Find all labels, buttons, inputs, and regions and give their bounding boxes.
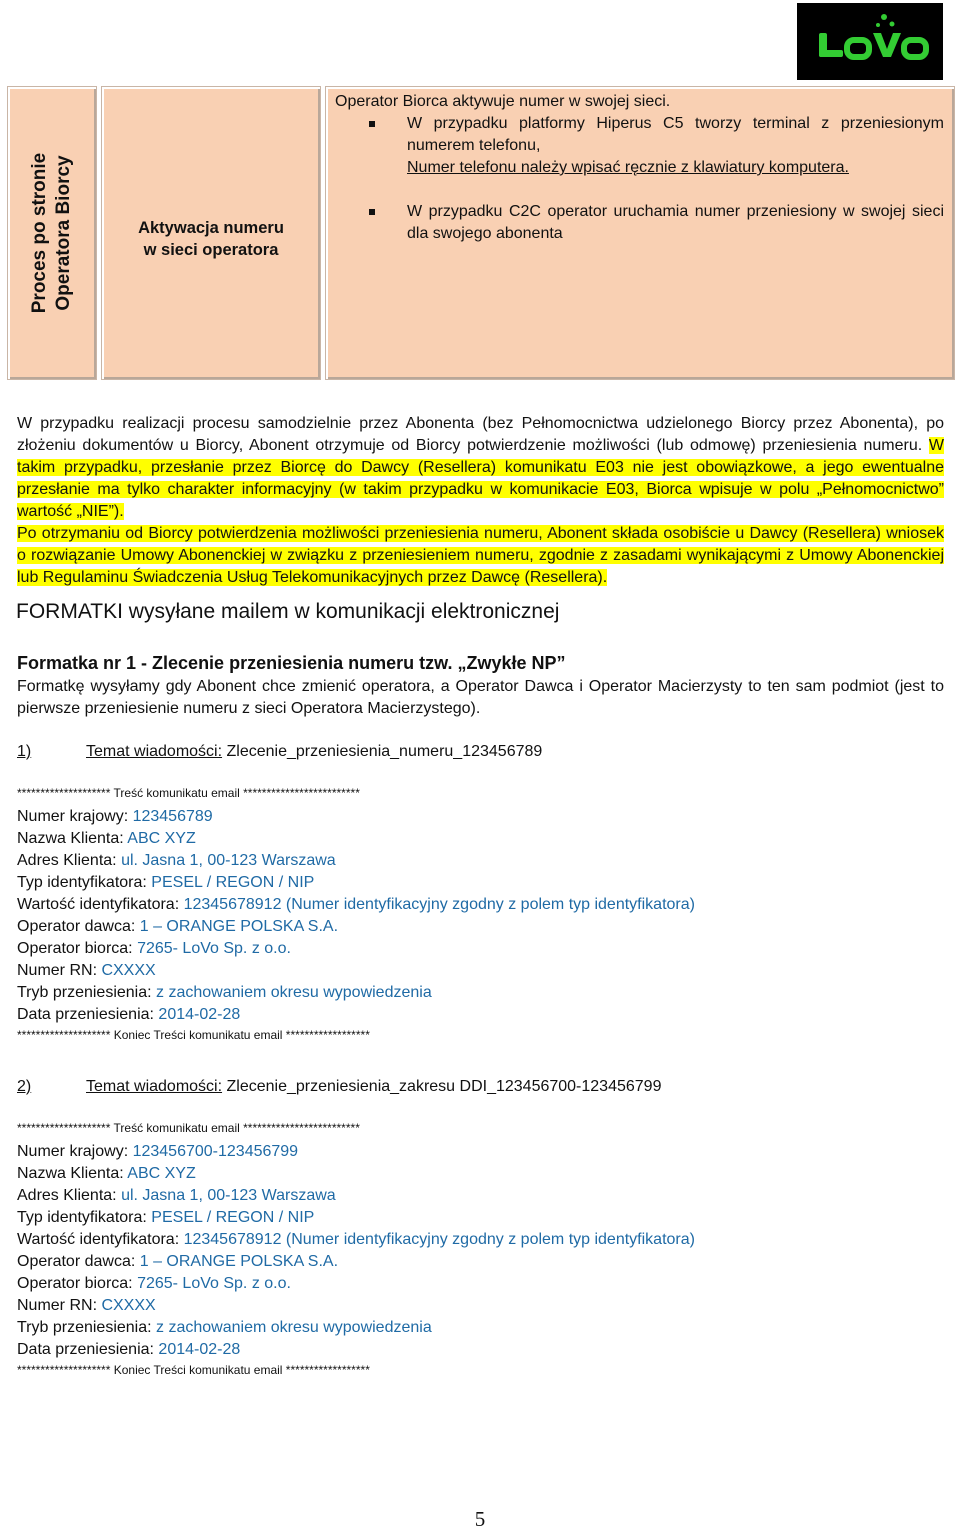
- process-table: [3, 83, 957, 385]
- email-field: [17, 872, 695, 894]
- activation-line1: Aktywacja numeru: [138, 219, 284, 237]
- email-field: [17, 1141, 695, 1163]
- message-subject: [17, 1076, 661, 1098]
- field-label: Nazwa Klienta:: [17, 1165, 128, 1182]
- activation-intro: Operator Biorca aktywuje numer w swojej sieci.: [335, 93, 671, 110]
- field-value: ABC XYZ: [127, 830, 196, 847]
- page-number: 5: [474, 1507, 486, 1529]
- field-label: Typ identyfikatora:: [17, 1209, 152, 1226]
- paragraph-text: W przypadku realizacji procesu samodzielnie przez Abonenta (bez Pełnomocnictwa udzielonego Biorcy przez Abonenta), po złożeniu dokumentów u Biorcy, Abonent otrzymuje od Biorcy potwierdzenie możliwości (lub odmowę) przeniesienia numeru.: [17, 415, 944, 454]
- field-value: 12345678912 (Numer identyfikacyjny zgodny z polem typ identyfikatora): [183, 896, 695, 913]
- formatka-description: Formatkę wysyłamy gdy Abonent chce zmienić operatora, a Operator Dawca i Operator Macierzysty to ten sam podmiot (jest to pierwsze przeniesienie numeru z sieci Operatora Macierzystego).: [17, 678, 944, 717]
- field-label: Data przeniesienia:: [17, 1341, 159, 1358]
- activation-description-cell: [325, 86, 955, 380]
- field-value: CXXXX: [101, 1297, 156, 1314]
- field-label: Nazwa Klienta:: [17, 830, 128, 847]
- field-label: Numer krajowy:: [17, 808, 133, 825]
- email-start-marker: ******************** Treść komunikatu email *************************: [17, 786, 360, 800]
- field-label: Adres Klienta:: [17, 852, 122, 869]
- field-label: Typ identyfikatora:: [17, 874, 152, 891]
- process-side-line2: Operatora Biorcy: [53, 155, 74, 311]
- email-body: [17, 784, 695, 1048]
- field-label: Adres Klienta:: [17, 1187, 122, 1204]
- process-side-cell: [7, 86, 97, 380]
- formatka-title: Formatka nr 1 - Zlecenie przeniesienia numeru tzw. „Zwykłe NP”: [17, 653, 566, 673]
- field-label: Tryb przeniesienia:: [17, 1319, 157, 1336]
- bullet-square-icon: [369, 121, 375, 127]
- field-label: Numer RN:: [17, 962, 102, 979]
- field-value: 7265- LoVo Sp. z o.o.: [137, 1275, 291, 1292]
- bullet-text: W przypadku platformy Hiperus C5 tworzy terminal z przeniesionym numerem telefonu,: [407, 115, 944, 154]
- field-value: CXXXX: [101, 962, 156, 979]
- field-value: z zachowaniem okresu wypowiedzenia: [156, 1319, 432, 1336]
- field-value: z zachowaniem okresu wypowiedzenia: [156, 984, 432, 1001]
- field-label: Operator biorca:: [17, 1275, 138, 1292]
- email-field: [17, 828, 695, 850]
- bullet-note: Numer telefonu należy wpisać ręcznie z klawiatury komputera.: [407, 159, 849, 176]
- field-label: Operator biorca:: [17, 940, 138, 957]
- field-label: Wartość identyfikatora:: [17, 896, 184, 913]
- email-field: [17, 938, 695, 960]
- email-field: [17, 894, 695, 916]
- email-field: [17, 1317, 695, 1339]
- bullet-square-icon: [369, 209, 375, 215]
- email-field: [17, 1229, 695, 1251]
- email-body: [17, 1119, 695, 1383]
- email-field: [17, 850, 695, 872]
- email-field: [17, 916, 695, 938]
- field-value: ul. Jasna 1, 00-123 Warszawa: [121, 852, 336, 869]
- section-heading: FORMATKI wysyłane mailem w komunikacji elektronicznej: [16, 600, 560, 623]
- abonent-process-paragraph: [17, 413, 944, 589]
- bullet-item-hiperus: [335, 113, 944, 157]
- field-value: ul. Jasna 1, 00-123 Warszawa: [121, 1187, 336, 1204]
- field-value: ABC XYZ: [127, 1165, 196, 1182]
- field-value: 1 – ORANGE POLSKA S.A.: [139, 1253, 339, 1270]
- bullet-text: W przypadku C2C operator uruchamia numer przeniesiony w swojej sieci dla swojego abonenta: [407, 203, 944, 242]
- field-label: Numer RN:: [17, 1297, 102, 1314]
- bullet-item-c2c: [335, 201, 944, 245]
- email-field: [17, 960, 695, 982]
- email-field: [17, 1185, 695, 1207]
- field-value: 7265- LoVo Sp. z o.o.: [137, 940, 291, 957]
- email-field: [17, 1163, 695, 1185]
- field-value: 123456700-123456799: [132, 1143, 299, 1160]
- field-value: PESEL / REGON / NIP: [151, 1209, 315, 1226]
- email-start-marker: ******************** Treść komunikatu email *************************: [17, 1121, 360, 1135]
- email-field: [17, 982, 695, 1004]
- process-side-line1: Proces po stronie: [29, 152, 50, 314]
- email-field: [17, 1004, 695, 1026]
- subject-label: Temat wiadomości:: [86, 743, 223, 760]
- field-value: 1 – ORANGE POLSKA S.A.: [139, 918, 339, 935]
- subject-label: Temat wiadomości:: [86, 1078, 223, 1095]
- paragraph-highlight-e03: W takim przypadku, przesłanie przez Biorcę do Dawcy (Resellera) komunikatu E03 nie jest obowiązkowe, a jego ewentualne przesłanie ma tylko charakter informacyjny (w takim przypadku w komunikacie E03, Biorca wpisuje w polu „Pełnomocnictwo” wartość „NIE”).: [17, 437, 944, 520]
- activation-cell: [101, 86, 321, 380]
- field-value: PESEL / REGON / NIP: [151, 874, 315, 891]
- field-label: Operator dawca:: [17, 918, 140, 935]
- email-field: [17, 806, 695, 828]
- email-field: [17, 1295, 695, 1317]
- email-field: [17, 1207, 695, 1229]
- field-label: Tryb przeniesienia:: [17, 984, 157, 1001]
- email-end-marker: ******************** Koniec Treści komunikatu email ******************: [17, 1363, 370, 1377]
- email-field: [17, 1251, 695, 1273]
- field-label: Numer krajowy:: [17, 1143, 133, 1160]
- field-value: 2014-02-28: [158, 1006, 241, 1023]
- activation-line2: w sieci operatora: [143, 241, 279, 259]
- lovo-logo-graphic: [797, 3, 943, 80]
- subject-value: Zlecenie_przeniesienia_zakresu DDI_123456700-123456799: [222, 1078, 662, 1095]
- lovo-logo: [797, 3, 943, 80]
- field-value: 123456789: [132, 808, 213, 825]
- activation-label: [102, 217, 320, 261]
- process-side-label: [28, 93, 76, 373]
- field-label: Wartość identyfikatora:: [17, 1231, 184, 1248]
- email-end-marker: ******************** Koniec Treści komunikatu email ******************: [17, 1028, 370, 1042]
- email-field: [17, 1339, 695, 1361]
- message-number: 1): [17, 743, 32, 760]
- subject-value: Zlecenie_przeniesienia_numeru_123456789: [222, 743, 543, 760]
- message-subject: [17, 741, 542, 763]
- email-field: [17, 1273, 695, 1295]
- message-number: 2): [17, 1078, 32, 1095]
- paragraph-highlight-termination: Po otrzymaniu od Biorcy potwierdzenia możliwości przeniesienia numeru, Abonent składa osobiście u Dawcy (Resellera) wniosek o rozwiązanie Umowy Abonenckiej w związku z przeniesieniem numeru, zgodnie z zasadami wynikającymi z Umowy Abonenckiej lub Regulaminu Świadczenia Usług Telekomunikacyjnych przez Dawcę (Resellera).: [17, 525, 944, 586]
- field-value: 12345678912 (Numer identyfikacyjny zgodny z polem typ identyfikatora): [183, 1231, 695, 1248]
- field-label: Data przeniesienia:: [17, 1006, 159, 1023]
- field-value: 2014-02-28: [158, 1341, 241, 1358]
- field-label: Operator dawca:: [17, 1253, 140, 1270]
